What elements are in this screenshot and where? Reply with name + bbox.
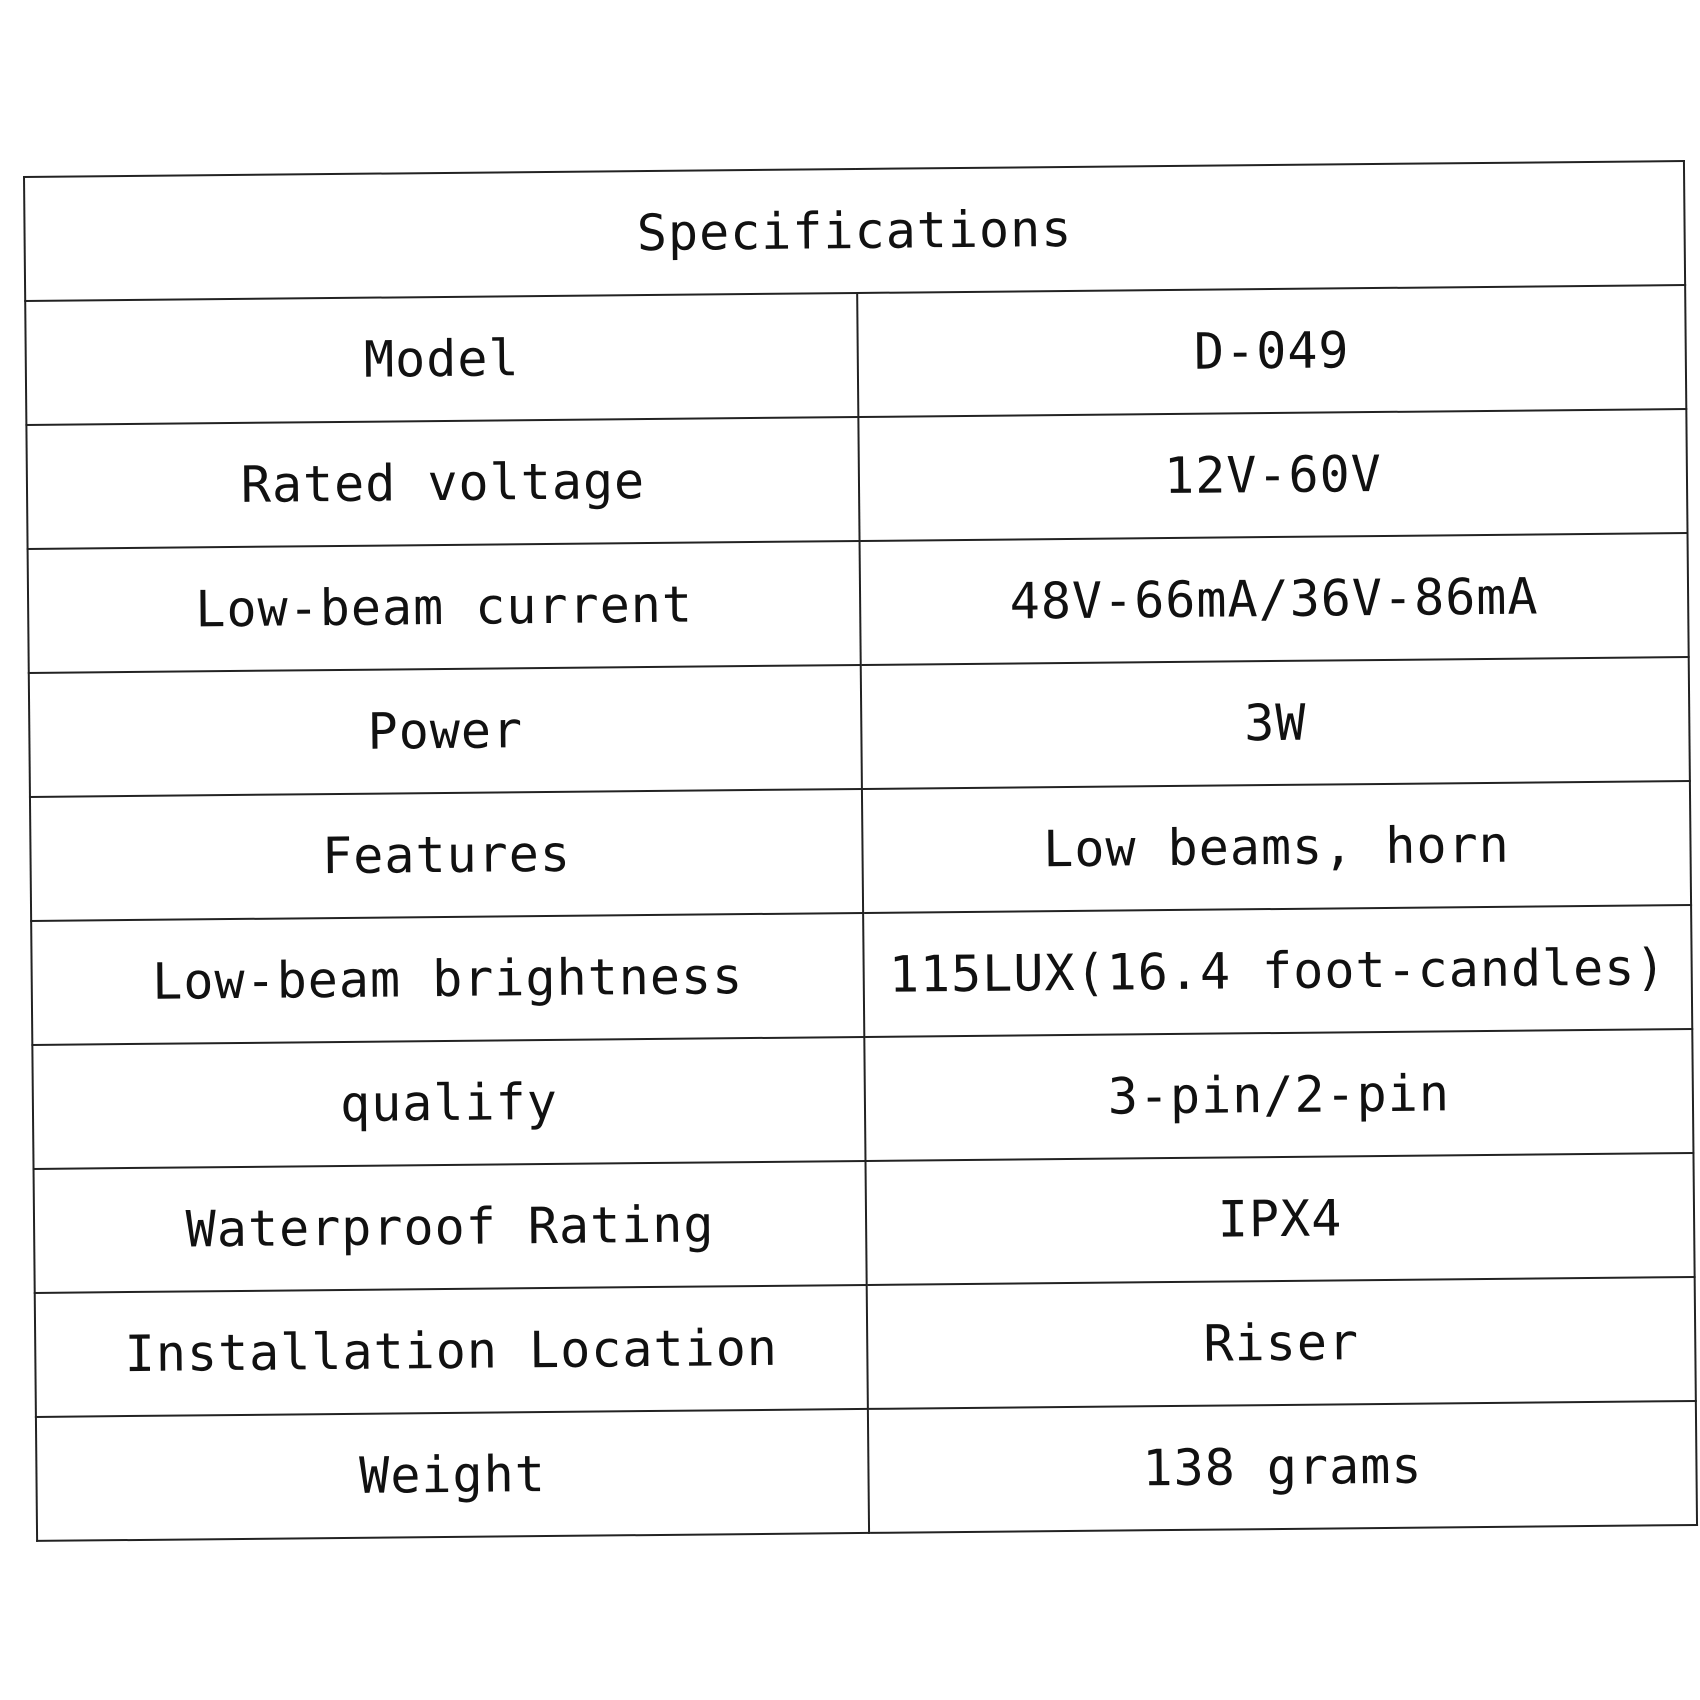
table-row (36, 1401, 1697, 1541)
row-label: Model (25, 293, 858, 425)
row-value: 138 grams (868, 1401, 1697, 1533)
row-value: 115LUX(16.4 foot-candles) (863, 905, 1692, 1037)
table-row (34, 1153, 1695, 1293)
table-row (26, 409, 1687, 549)
row-label: qualify (32, 1037, 865, 1169)
row-label: Waterproof Rating (34, 1161, 867, 1293)
row-label: Low-beam current (28, 541, 861, 673)
row-value: 3W (861, 657, 1690, 789)
row-label: Low-beam brightness (31, 913, 864, 1045)
row-label: Features (30, 789, 863, 921)
table-row (29, 657, 1690, 797)
table-row (30, 781, 1691, 921)
row-value: Riser (867, 1277, 1696, 1409)
row-label: Rated voltage (26, 417, 859, 549)
specifications-table (23, 160, 1698, 1542)
row-label: Weight (36, 1409, 869, 1541)
table-header-row (24, 161, 1685, 301)
table-row (32, 1029, 1693, 1169)
row-value: 12V-60V (858, 409, 1687, 541)
table-title: Specifications (24, 161, 1685, 301)
table-row (35, 1277, 1696, 1417)
table-row (25, 285, 1686, 425)
row-value: 3-pin/2-pin (864, 1029, 1693, 1161)
row-label: Installation Location (35, 1285, 868, 1417)
table-row (31, 905, 1692, 1045)
row-label: Power (29, 665, 862, 797)
row-value: 48V-66mA/36V-86mA (860, 533, 1689, 665)
table-row (28, 533, 1689, 673)
row-value: D-049 (857, 285, 1686, 417)
row-value: IPX4 (865, 1153, 1694, 1285)
spec-sheet (23, 160, 1696, 1542)
row-value: Low beams, horn (862, 781, 1691, 913)
